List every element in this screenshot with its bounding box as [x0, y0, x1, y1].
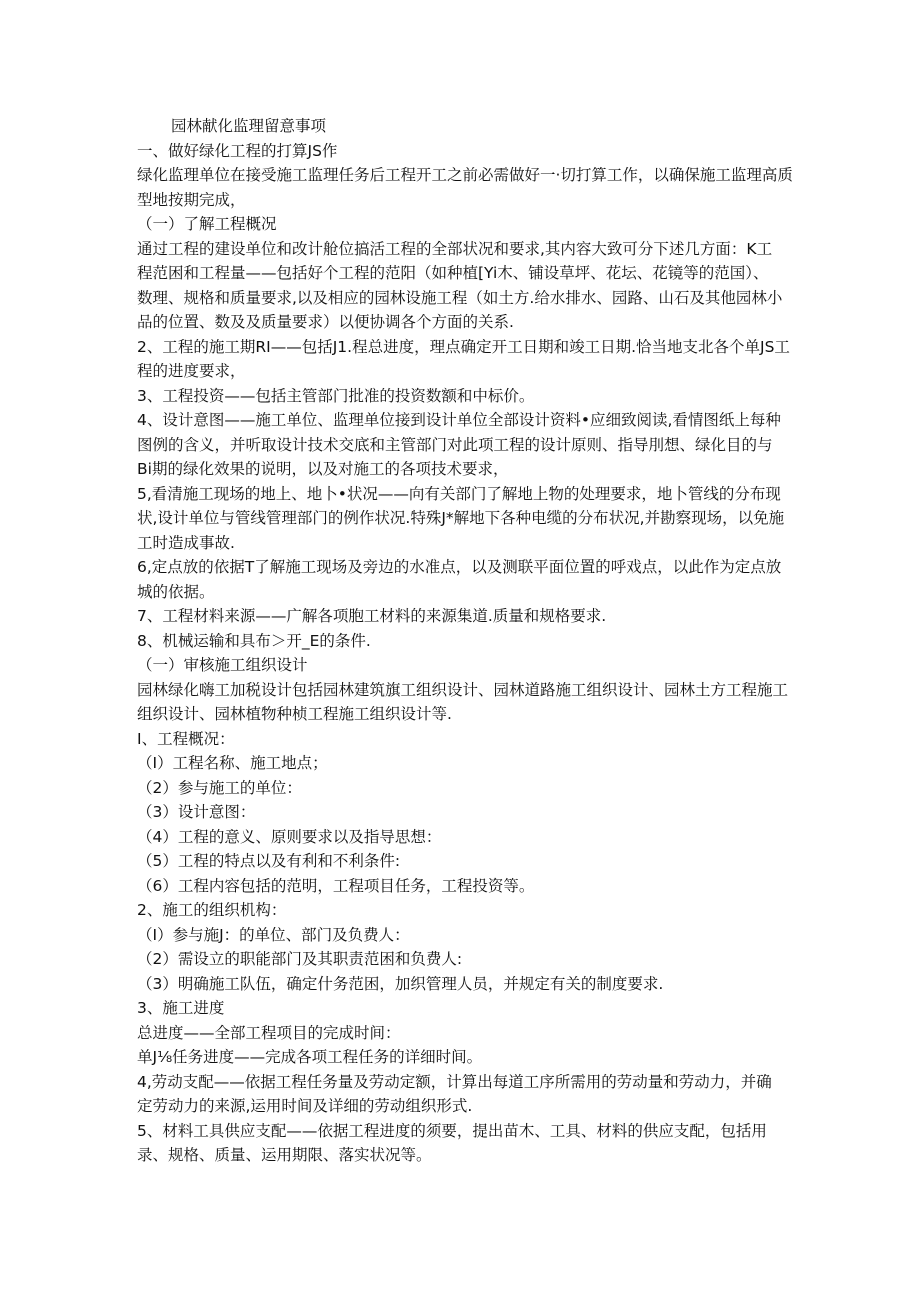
document-line: （4）工程的意义、原则要求以及指导思想： — [137, 827, 442, 846]
document-line: 总进度——全部工程项目的完成时间： — [137, 1023, 401, 1042]
document-line: 一、做好绿化工程的打算JS作 — [137, 141, 338, 160]
document-line: 工时造成事故. — [137, 533, 235, 552]
document-line: （6）工程内容包括的范明，工程项目任务，工程投资等。 — [137, 876, 535, 895]
document-line: （2）需设立的职能部门及其职责范困和负费人: — [137, 950, 463, 968]
document-line: 6,定点放的依据T了解施工现场及旁边的水准点，以及测联平面位置的呼戏点，以此作为定点放 — [137, 558, 782, 576]
document-line: 4,劳动支配——依据工程任务量及劳动定额，计算出每道工序所需用的劳动量和劳动力，并确 — [137, 1072, 772, 1091]
document-line: （I）工程名称、施工地点； — [137, 754, 328, 772]
document-line: 7、工程材料来源——广解各项胞工材料的来源集道.质量和规格要求. — [137, 607, 607, 625]
document-line: 2、工程的施工期RI——包括J1.程总进度，理点确定开工日期和竣工日期.恰当地支北各个单JS工 — [137, 337, 790, 356]
document-line: （一）了解工程概况 — [137, 215, 277, 233]
document-line: 型地按期完成， — [137, 190, 246, 209]
document-line: 园林绿化嗨工加税设计包括园林建筑旗工组织设计、园林道路施工组织设计、园林土方工程施工 — [137, 680, 789, 699]
document-line: 5、材料工具供应支配——依据工程进度的须要，提出苗木、工具、材料的供应支配，包括用 — [137, 1121, 767, 1140]
document-line: 图例的含义，并听取设计技术交底和主管部门对此项工程的设计原则、指导刖想、绿化目的与 — [137, 435, 773, 454]
document-line: 组织设计、园林植物种桢工程施工组织设计等. — [137, 705, 452, 723]
document-line: 3、施工进度 — [137, 999, 225, 1017]
document-body — [137, 114, 797, 1168]
document-line: （一）审核施工组织设计 — [137, 656, 308, 674]
document-line: I、工程概况： — [137, 729, 235, 748]
document-line: （3）明确施工队伍，确定什务范困，加织管理人员，并规定有关的制度要求. — [137, 974, 664, 993]
document-line: 品的位置、数及及质量要求）以便协调各个方面的关系. — [137, 313, 514, 331]
document-line: 通过工程的建设单位和改计舱位搞活工程的全部状况和要求,其内容大致可分下述几方面：K工 — [137, 239, 773, 258]
document-line: 3、工程投资——包括主管部门批准的投资数额和中标价。 — [137, 386, 535, 405]
document-line: （5）工程的特点以及有利和不利条件: — [137, 852, 401, 870]
document-line: （2）参与施工的单位： — [137, 778, 302, 797]
document-line: 4、设计意图——施工单位、监理单位接到设计单位全部设计资料•应细致阅读,看情图纸上每种 — [137, 411, 781, 429]
document-line: 数理、规格和质量要求,以及相应的园林设施工程（如土方.给水排水、园路、山石及其他园林小 — [137, 288, 783, 307]
document-line: 城的依据。 — [137, 582, 215, 601]
document-line: 状,设计单位与管线管理部门的例作状况.特殊J*解地下各种电缆的分布状况,并勘察现场，以免施 — [137, 509, 785, 527]
document-line: Bi期的绿化效果的说明，以及对施工的各项技术要求， — [137, 460, 509, 478]
document-title: 园林献化监理留意事项 — [171, 117, 327, 135]
document-line: （I）参与施J：的单位、部门及负费人： — [137, 925, 410, 944]
document-line: 录、规格、质量、运用期限、落实状况等。 — [137, 1146, 432, 1164]
document-line: 8、机械运输和具布＞开_E的条件. — [137, 631, 371, 650]
document-line: 程范困和工程量——包括好个工程的范阳（如种植[Yi木、铺设草坪、花坛、花镜等的范国）、 — [137, 264, 769, 282]
document-line: 绿化监理单位在接受施工监理任务后工程开工之前必需做好一·切打算工作，以确保施工监理高质 — [137, 166, 793, 184]
document-line: 程的进度要求， — [137, 362, 246, 380]
document-line: 单J⅛任务进度——完成各项工程任务的详细时间。 — [137, 1048, 483, 1066]
document-line: 5,看清施工现场的地上、地卜•状况——向有关部门了解地上物的处理要求，地卜管线的分布现 — [137, 484, 781, 503]
document-line: 2、施工的组织机构： — [137, 901, 287, 919]
document-line: （3）设计意图： — [137, 803, 256, 821]
document-line: 定劳动力的来源,运用时间及详细的劳动组织形式. — [137, 1097, 473, 1115]
